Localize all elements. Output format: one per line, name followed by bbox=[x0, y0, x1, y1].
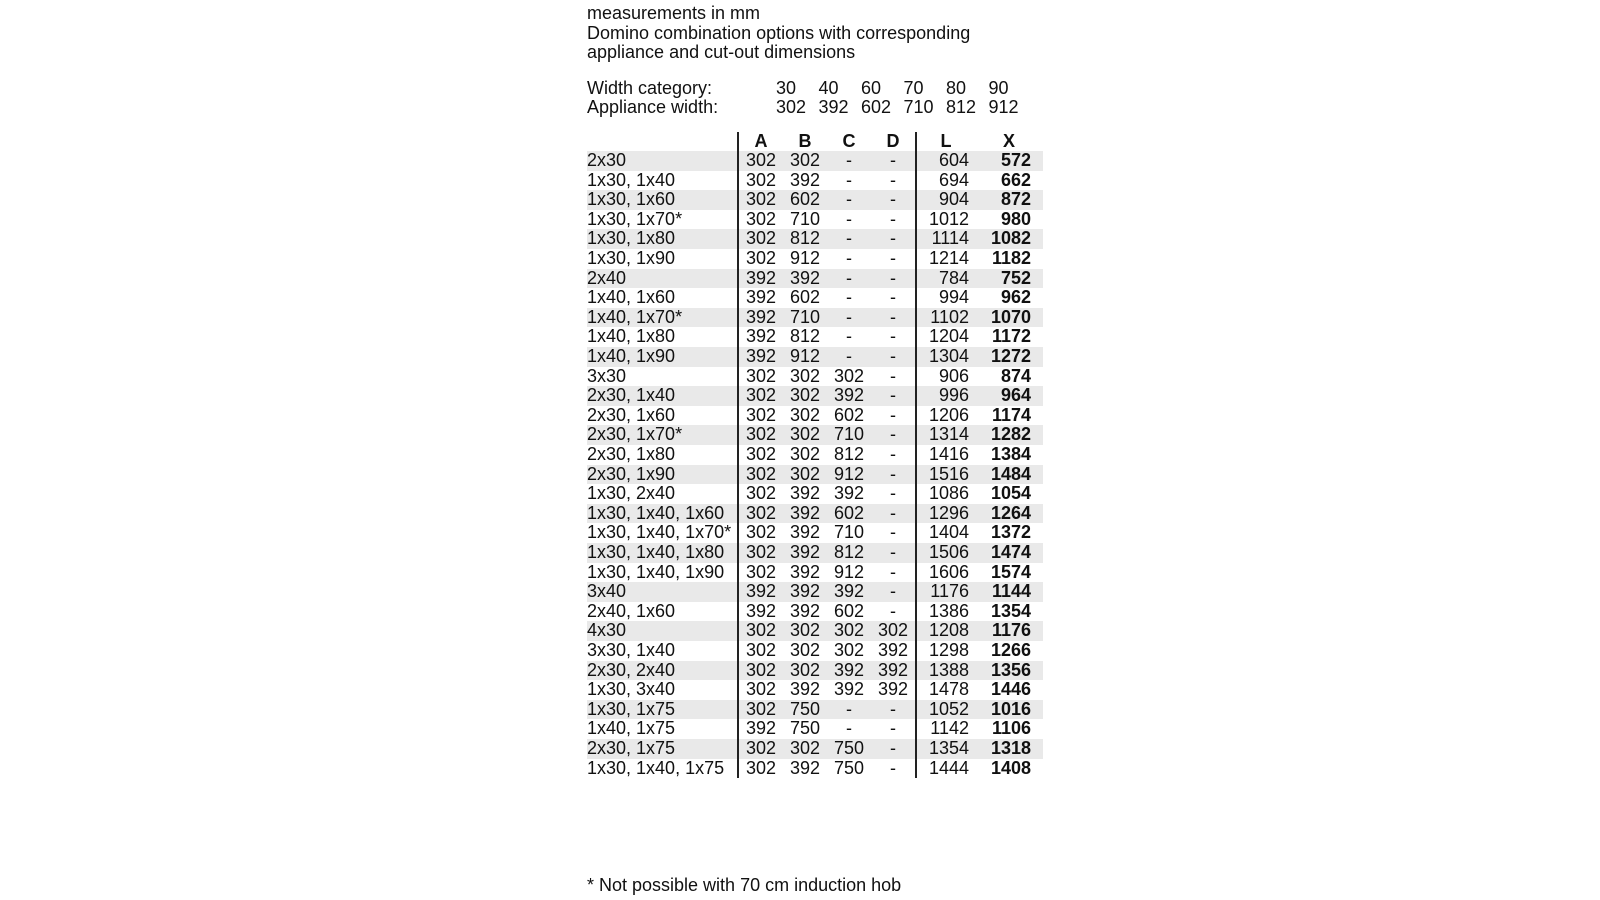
cell-b: 710 bbox=[783, 308, 827, 328]
cell-combination: 3x40 bbox=[587, 582, 738, 602]
cell-combination: 2x30 bbox=[587, 151, 738, 171]
table-row bbox=[587, 582, 1043, 602]
cell-b: 302 bbox=[783, 386, 827, 406]
cell-combination: 4x30 bbox=[587, 621, 738, 641]
cell-c: - bbox=[846, 287, 852, 308]
cell-a: 302 bbox=[738, 465, 783, 485]
cell-c: - bbox=[846, 208, 852, 229]
cell-combination: 1x40, 1x60 bbox=[587, 287, 676, 308]
cell-d: - bbox=[871, 151, 916, 171]
cell-d: - bbox=[890, 326, 896, 347]
table-row bbox=[587, 386, 1043, 406]
cell-a: 302 bbox=[738, 386, 783, 406]
cell-l: 1516 bbox=[916, 465, 975, 485]
cell-x: 1372 bbox=[990, 522, 1031, 543]
cell-a: 302 bbox=[738, 249, 783, 269]
cell-x: 1016 bbox=[975, 700, 1043, 720]
cell-c: - bbox=[827, 700, 871, 720]
cell-c: 602 bbox=[833, 600, 865, 621]
cell-a: 392 bbox=[738, 288, 783, 308]
width-legend bbox=[587, 79, 1047, 117]
cell-b: 812 bbox=[783, 229, 827, 249]
cell-b: 302 bbox=[783, 739, 827, 759]
cell-x: 1484 bbox=[975, 465, 1043, 485]
cell-l: 1444 bbox=[916, 759, 975, 779]
table-row bbox=[587, 739, 1043, 759]
cell-x: 662 bbox=[1000, 169, 1031, 190]
cell-b: 302 bbox=[789, 404, 821, 425]
table-row bbox=[587, 171, 1043, 191]
cell-a: 302 bbox=[738, 641, 783, 661]
cell-a: 302 bbox=[738, 543, 783, 563]
cell-l: 1404 bbox=[916, 523, 975, 543]
cell-x: 1054 bbox=[990, 483, 1031, 504]
cell-a: 392 bbox=[738, 602, 783, 622]
cell-d: - bbox=[871, 190, 916, 210]
header-l: L bbox=[916, 132, 975, 152]
cell-b: 392 bbox=[783, 582, 827, 602]
cell-b: 392 bbox=[789, 522, 821, 543]
header-b: B bbox=[798, 130, 812, 151]
header-c: C bbox=[842, 130, 856, 151]
cell-combination: 1x30, 1x90 bbox=[587, 248, 676, 269]
cell-l: 1012 bbox=[916, 210, 975, 230]
cell-a: 302 bbox=[738, 190, 783, 210]
cell-b: 302 bbox=[783, 661, 827, 681]
combination-table bbox=[587, 132, 1043, 779]
table-row bbox=[587, 347, 1043, 367]
cell-d: - bbox=[890, 522, 896, 543]
cell-a: 302 bbox=[738, 759, 783, 779]
cell-c: 302 bbox=[833, 639, 865, 660]
cell-c: - bbox=[846, 718, 852, 739]
table-row bbox=[587, 563, 1043, 583]
cell-c: 750 bbox=[827, 739, 871, 759]
cell-combination: 2x30, 1x80 bbox=[587, 444, 676, 464]
cell-c: - bbox=[827, 308, 871, 328]
cell-x: 1356 bbox=[975, 661, 1043, 681]
footnote: * Not possible with 70 cm induction hob bbox=[587, 875, 902, 895]
cell-b: 912 bbox=[789, 248, 821, 269]
width-category-value: 40 bbox=[818, 77, 839, 98]
cell-a: 302 bbox=[738, 229, 783, 249]
cell-l: 604 bbox=[916, 151, 975, 171]
table-row bbox=[587, 229, 1043, 249]
cell-b: 602 bbox=[783, 190, 827, 210]
cell-d: - bbox=[890, 248, 896, 269]
cell-l: 1176 bbox=[916, 582, 975, 602]
cell-l: 1114 bbox=[916, 229, 975, 249]
cell-d: - bbox=[871, 543, 916, 563]
cell-c: 750 bbox=[833, 757, 865, 778]
cell-a: 302 bbox=[738, 484, 783, 504]
cell-a: 302 bbox=[738, 563, 783, 583]
cell-d: - bbox=[871, 425, 916, 445]
cell-c: 912 bbox=[827, 465, 871, 485]
cell-x: 964 bbox=[975, 386, 1043, 406]
table-row bbox=[587, 484, 1043, 504]
cell-b: 392 bbox=[783, 269, 827, 289]
cell-c: 812 bbox=[827, 543, 871, 563]
cell-a: 392 bbox=[738, 269, 783, 289]
header-combination bbox=[587, 132, 738, 152]
cell-b: 392 bbox=[789, 483, 821, 504]
cell-d: - bbox=[871, 582, 916, 602]
cell-l: 1102 bbox=[916, 308, 975, 328]
cell-c: 392 bbox=[827, 661, 871, 681]
cell-d: - bbox=[871, 465, 916, 485]
table-row bbox=[587, 719, 1043, 739]
cell-l: 1354 bbox=[916, 739, 975, 759]
table-row bbox=[587, 425, 1043, 445]
cell-l: 1606 bbox=[916, 563, 975, 583]
cell-x: 1384 bbox=[990, 444, 1031, 464]
cell-l: 1506 bbox=[916, 543, 975, 563]
cell-d: - bbox=[871, 347, 916, 367]
cell-combination: 2x30, 1x40 bbox=[587, 386, 738, 406]
table-row bbox=[587, 249, 1043, 269]
header-x: X bbox=[1002, 130, 1015, 151]
cell-combination: 1x30, 1x40, 1x75 bbox=[587, 757, 725, 778]
cell-b: 602 bbox=[789, 287, 821, 308]
cell-c: 302 bbox=[833, 365, 865, 386]
cell-d: - bbox=[890, 561, 896, 582]
table-row bbox=[587, 190, 1043, 210]
cell-x: 1182 bbox=[991, 248, 1031, 269]
cell-b: 302 bbox=[783, 465, 827, 485]
units-note: measurements in mm bbox=[587, 3, 761, 23]
table-row bbox=[587, 308, 1043, 328]
cell-b: 392 bbox=[789, 561, 821, 582]
table-row bbox=[587, 367, 1043, 387]
cell-combination: 2x40 bbox=[587, 269, 738, 289]
cell-combination: 2x30, 1x75 bbox=[587, 739, 738, 759]
cell-c: 302 bbox=[827, 621, 871, 641]
cell-x: 962 bbox=[1000, 287, 1031, 308]
table-row bbox=[587, 661, 1043, 681]
cell-combination: 1x30, 1x40, 1x80 bbox=[587, 543, 738, 563]
cell-a: 302 bbox=[738, 504, 783, 524]
width-category-value: 30 bbox=[776, 77, 797, 98]
table-row bbox=[587, 680, 1043, 700]
cell-a: 302 bbox=[738, 700, 783, 720]
cell-l: 904 bbox=[916, 190, 975, 210]
cell-d: - bbox=[890, 365, 896, 386]
appliance-width-value: 710 bbox=[903, 96, 934, 117]
cell-d: - bbox=[890, 718, 896, 739]
table-row bbox=[587, 641, 1043, 661]
cell-a: 302 bbox=[738, 367, 783, 387]
cell-c: - bbox=[827, 269, 871, 289]
cell-b: 750 bbox=[789, 718, 821, 739]
appliance-width-value: 812 bbox=[946, 96, 977, 117]
width-category-value: 90 bbox=[988, 77, 1009, 98]
appliance-width-label: Appliance width: bbox=[587, 96, 719, 117]
cell-d: - bbox=[890, 287, 896, 308]
cell-c: 602 bbox=[827, 504, 871, 524]
cell-c: - bbox=[827, 347, 871, 367]
document bbox=[587, 4, 1047, 778]
cell-d: - bbox=[890, 483, 896, 504]
cell-l: 1142 bbox=[916, 719, 975, 739]
cell-b: 812 bbox=[789, 326, 821, 347]
cell-combination: 2x30, 1x90 bbox=[587, 465, 738, 485]
cell-l: 1204 bbox=[916, 327, 975, 347]
cell-x: 1446 bbox=[990, 679, 1031, 700]
cell-l: 694 bbox=[916, 171, 975, 191]
cell-a: 392 bbox=[738, 327, 783, 347]
cell-x: 1172 bbox=[991, 326, 1031, 347]
width-category-label: Width category: bbox=[587, 77, 713, 98]
cell-l: 1388 bbox=[916, 661, 975, 681]
cell-d: - bbox=[871, 739, 916, 759]
cell-x: 1272 bbox=[975, 347, 1043, 367]
cell-x: 874 bbox=[1000, 365, 1031, 386]
cell-x: 1264 bbox=[975, 504, 1043, 524]
cell-d: 392 bbox=[877, 639, 909, 660]
cell-combination: 1x30, 1x70* bbox=[587, 208, 683, 229]
cell-combination: 1x30, 1x40 bbox=[587, 169, 676, 190]
width-category-row bbox=[587, 79, 1047, 98]
cell-combination: 2x30, 1x60 bbox=[587, 404, 676, 425]
cell-b: 392 bbox=[789, 757, 821, 778]
cell-a: 302 bbox=[738, 621, 783, 641]
cell-b: 302 bbox=[783, 621, 827, 641]
cell-d: - bbox=[871, 308, 916, 328]
cell-x: 1082 bbox=[975, 229, 1043, 249]
header-a: A bbox=[738, 132, 783, 152]
cell-a: 392 bbox=[738, 582, 783, 602]
table-row bbox=[587, 269, 1043, 289]
cell-b: 710 bbox=[789, 208, 821, 229]
cell-c: - bbox=[827, 151, 871, 171]
cell-b: 912 bbox=[783, 347, 827, 367]
cell-c: 602 bbox=[833, 404, 865, 425]
appliance-width-value: 392 bbox=[818, 96, 849, 117]
cell-a: 392 bbox=[738, 347, 783, 367]
table-row bbox=[587, 602, 1043, 622]
cell-combination: 1x30, 2x40 bbox=[587, 483, 676, 504]
table-row bbox=[587, 151, 1043, 171]
cell-c: 392 bbox=[827, 582, 871, 602]
cell-c: 392 bbox=[833, 483, 865, 504]
cell-combination: 1x30, 1x80 bbox=[587, 229, 738, 249]
table-row bbox=[587, 465, 1043, 485]
intro-text bbox=[587, 4, 1047, 63]
appliance-width-row bbox=[587, 98, 1047, 117]
table-row bbox=[587, 759, 1043, 779]
cell-a: 302 bbox=[738, 210, 783, 230]
cell-x: 1574 bbox=[990, 561, 1031, 582]
cell-d: - bbox=[890, 208, 896, 229]
cell-c: 710 bbox=[827, 425, 871, 445]
table-row bbox=[587, 700, 1043, 720]
cell-combination: 2x30, 2x40 bbox=[587, 661, 738, 681]
cell-x: 1106 bbox=[991, 718, 1031, 739]
cell-x: 752 bbox=[975, 269, 1043, 289]
document-title-line-2: appliance and cut-out dimensions bbox=[587, 42, 856, 62]
cell-x: 872 bbox=[975, 190, 1043, 210]
cell-combination: 1x30, 3x40 bbox=[587, 679, 676, 700]
cell-l: 906 bbox=[916, 367, 975, 387]
cell-combination: 1x40, 1x90 bbox=[587, 347, 738, 367]
cell-l: 1206 bbox=[916, 406, 975, 426]
cell-l: 1416 bbox=[916, 445, 975, 465]
cell-a: 302 bbox=[738, 661, 783, 681]
cell-l: 1386 bbox=[916, 602, 975, 622]
table-row bbox=[587, 445, 1043, 465]
cell-l: 1086 bbox=[916, 484, 975, 504]
cell-l: 994 bbox=[916, 288, 975, 308]
cell-combination: 1x30, 1x40, 1x70* bbox=[587, 522, 732, 543]
cell-l: 1304 bbox=[916, 347, 975, 367]
width-category-value: 70 bbox=[903, 77, 924, 98]
cell-b: 302 bbox=[789, 639, 821, 660]
cell-d: - bbox=[890, 600, 896, 621]
cell-l: 1478 bbox=[916, 680, 975, 700]
cell-d: 392 bbox=[871, 661, 916, 681]
cell-a: 302 bbox=[738, 680, 783, 700]
width-category-value: 60 bbox=[861, 77, 882, 98]
cell-c: 812 bbox=[833, 444, 865, 464]
cell-c: - bbox=[827, 190, 871, 210]
cell-c: - bbox=[827, 229, 871, 249]
cell-b: 392 bbox=[783, 504, 827, 524]
cell-combination: 1x30, 1x40, 1x90 bbox=[587, 561, 725, 582]
cell-b: 302 bbox=[783, 425, 827, 445]
cell-b: 392 bbox=[789, 679, 821, 700]
cell-c: 392 bbox=[827, 386, 871, 406]
cell-b: 392 bbox=[783, 543, 827, 563]
cell-d: - bbox=[890, 169, 896, 190]
cell-a: 392 bbox=[738, 308, 783, 328]
cell-c: 912 bbox=[833, 561, 865, 582]
cell-combination: 1x40, 1x75 bbox=[587, 718, 676, 739]
cell-l: 1052 bbox=[916, 700, 975, 720]
cell-l: 1314 bbox=[916, 425, 975, 445]
cell-x: 1474 bbox=[975, 543, 1043, 563]
cell-a: 302 bbox=[738, 406, 783, 426]
cell-c: - bbox=[846, 248, 852, 269]
cell-x: 1176 bbox=[975, 621, 1043, 641]
table-row bbox=[587, 543, 1043, 563]
cell-x: 1354 bbox=[990, 600, 1031, 621]
cell-x: 980 bbox=[1000, 208, 1031, 229]
cell-d: - bbox=[871, 700, 916, 720]
cell-l: 1296 bbox=[916, 504, 975, 524]
cell-c: 710 bbox=[833, 522, 865, 543]
cell-c: - bbox=[846, 169, 852, 190]
cell-combination: 1x40, 1x80 bbox=[587, 326, 676, 347]
cell-d: 392 bbox=[877, 679, 909, 700]
table-row bbox=[587, 210, 1043, 230]
cell-x: 1282 bbox=[975, 425, 1043, 445]
table-row bbox=[587, 523, 1043, 543]
width-category-value: 80 bbox=[946, 77, 967, 98]
table-header-row bbox=[587, 132, 1043, 152]
cell-d: - bbox=[890, 444, 896, 464]
table-row bbox=[587, 621, 1043, 641]
cell-c: 392 bbox=[833, 679, 865, 700]
appliance-width-value: 302 bbox=[776, 96, 807, 117]
cell-x: 1144 bbox=[975, 582, 1043, 602]
table-row bbox=[587, 327, 1043, 347]
cell-x: 1318 bbox=[975, 739, 1043, 759]
cell-d: - bbox=[871, 269, 916, 289]
cell-combination: 3x30, 1x40 bbox=[587, 639, 676, 660]
cell-combination: 1x30, 1x40, 1x60 bbox=[587, 504, 738, 524]
cell-d: 302 bbox=[871, 621, 916, 641]
cell-b: 392 bbox=[789, 169, 821, 190]
appliance-width-value: 912 bbox=[988, 96, 1019, 117]
cell-x: 1174 bbox=[991, 404, 1031, 425]
cell-a: 302 bbox=[738, 171, 783, 191]
cell-d: - bbox=[871, 386, 916, 406]
cell-x: 1408 bbox=[990, 757, 1031, 778]
cell-x: 1266 bbox=[990, 639, 1031, 660]
cell-combination: 1x30, 1x60 bbox=[587, 190, 738, 210]
cell-d: - bbox=[871, 504, 916, 524]
cell-l: 784 bbox=[916, 269, 975, 289]
cell-combination: 3x30 bbox=[587, 365, 627, 386]
cell-l: 1298 bbox=[916, 641, 975, 661]
header-d: D bbox=[886, 130, 900, 151]
cell-a: 302 bbox=[738, 151, 783, 171]
cell-a: 302 bbox=[738, 739, 783, 759]
cell-l: 1214 bbox=[916, 249, 975, 269]
cell-b: 750 bbox=[783, 700, 827, 720]
cell-b: 302 bbox=[783, 151, 827, 171]
cell-b: 302 bbox=[789, 365, 821, 386]
cell-x: 572 bbox=[975, 151, 1043, 171]
table-row bbox=[587, 288, 1043, 308]
table-row bbox=[587, 406, 1043, 426]
cell-a: 302 bbox=[738, 425, 783, 445]
cell-combination: 1x40, 1x70* bbox=[587, 308, 738, 328]
document-title-line-1: Domino combination options with corresponding bbox=[587, 22, 971, 43]
table-body bbox=[587, 151, 1043, 778]
cell-combination: 2x30, 1x70* bbox=[587, 425, 738, 445]
cell-combination: 2x40, 1x60 bbox=[587, 600, 676, 621]
cell-l: 996 bbox=[916, 386, 975, 406]
appliance-width-value: 602 bbox=[861, 96, 892, 117]
cell-b: 392 bbox=[789, 600, 821, 621]
cell-b: 302 bbox=[789, 444, 821, 464]
cell-d: - bbox=[890, 404, 896, 425]
cell-a: 302 bbox=[738, 523, 783, 543]
cell-combination: 1x30, 1x75 bbox=[587, 700, 738, 720]
cell-x: 1070 bbox=[975, 308, 1043, 328]
cell-d: - bbox=[890, 757, 896, 778]
cell-d: - bbox=[871, 229, 916, 249]
cell-c: - bbox=[846, 326, 852, 347]
cell-a: 302 bbox=[738, 445, 783, 465]
cell-l: 1208 bbox=[916, 621, 975, 641]
table-row bbox=[587, 504, 1043, 524]
cell-a: 392 bbox=[738, 719, 783, 739]
